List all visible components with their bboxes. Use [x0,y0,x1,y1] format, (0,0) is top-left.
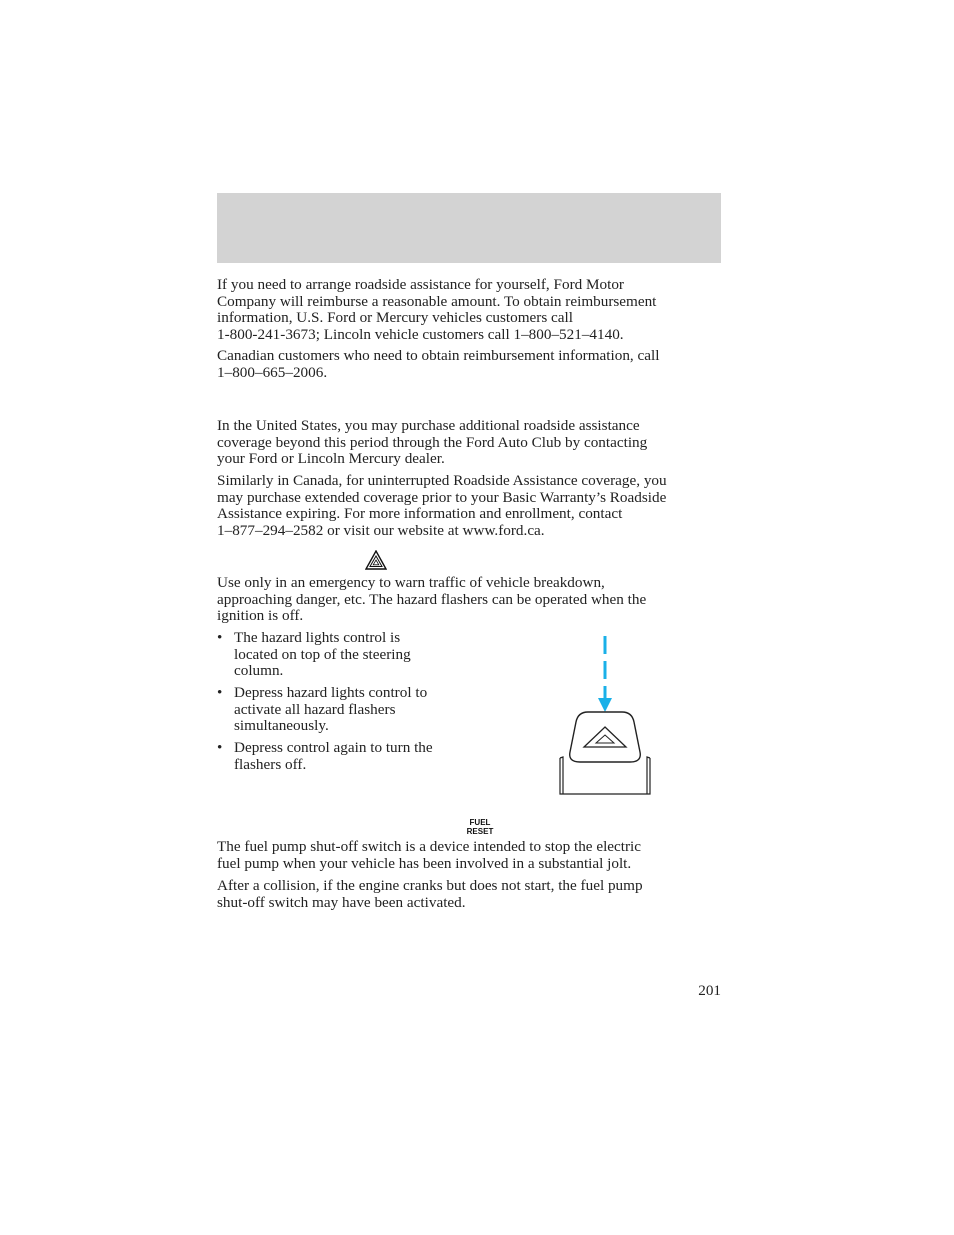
text-line: your Ford or Lincoln Mercury dealer. [217,450,445,467]
text-line: shut-off switch may have been activated. [217,893,466,911]
text-line: flashers off. [234,755,307,773]
arrow-head [598,698,612,712]
text-line: 1-800-241-3673; Lincoln vehicle customers call 1–800–521–4140. [217,325,624,343]
text-line: fuel pump when your vehicle has been involved in a substantial jolt. [217,854,632,872]
hazard-triangle-icon [365,550,387,570]
roadside-paragraph-1 [217,277,722,343]
section-header-band [217,193,721,263]
extended-paragraph-1 [217,418,722,468]
fuel-paragraph-2 [217,878,722,911]
text-line: Canadian customers who need to obtain reimbursement information, call [217,347,660,364]
fuel-reset-label: RESET [466,827,494,836]
fuel-reset-icon [460,818,500,836]
text-line: Depress hazard lights control to [234,684,428,701]
roadside-paragraph-2 [217,348,722,381]
text-line: coverage beyond this period through the Ford Auto Club by contacting [217,433,648,451]
text-line: Assistance expiring. For more information and enrollment, contact [217,505,623,522]
text-line: simultaneously. [234,717,329,734]
text-line: approaching danger, etc. The hazard flashers can be operated when the [217,590,647,608]
hazard-button [570,712,641,762]
text-line: located on top of the steering [234,645,411,663]
text-line: If you need to arrange roadside assistance for yourself, Ford Motor [217,276,624,293]
text-line: After a collision, if the engine cranks but does not start, the fuel pump [217,877,643,894]
extended-paragraph-2 [217,473,722,539]
bullet-marker: • [217,684,223,701]
text-line: Depress control again to turn the [234,739,433,756]
text-line: 1–800–665–2006. [217,363,328,381]
text-line: In the United States, you may purchase additional roadside assistance [217,417,640,434]
text-line: column. [234,662,284,679]
hazard-switch-illustration [550,630,660,798]
text-line: Company will reimburse a reasonable amount. To obtain reimbursement [217,292,657,310]
fuel-reset-label: FUEL [469,818,491,827]
text-line: ignition is off. [217,607,304,624]
text-line: 1–877–294–2582 or visit our website at www.ford.ca. [217,521,545,539]
hazard-intro-paragraph [217,575,722,625]
text-line: activate all hazard flashers [234,700,396,718]
text-line: may purchase extended coverage prior to your Basic Warranty’s Roadside [217,488,667,506]
text-line: Similarly in Canada, for uninterrupted Roadside Assistance coverage, you [217,472,667,489]
bullet-marker: • [217,629,223,646]
text-line: Use only in an emergency to warn traffic of vehicle breakdown, [217,574,605,591]
bullet-marker: • [217,739,223,756]
page-number: 201 [698,982,721,999]
text-line: information, U.S. Ford or Mercury vehicles customers call [217,309,573,326]
text-line: The hazard lights control is [234,629,401,646]
fuel-paragraph-1 [217,839,722,872]
text-line: The fuel pump shut-off switch is a device intended to stop the electric [217,838,642,855]
